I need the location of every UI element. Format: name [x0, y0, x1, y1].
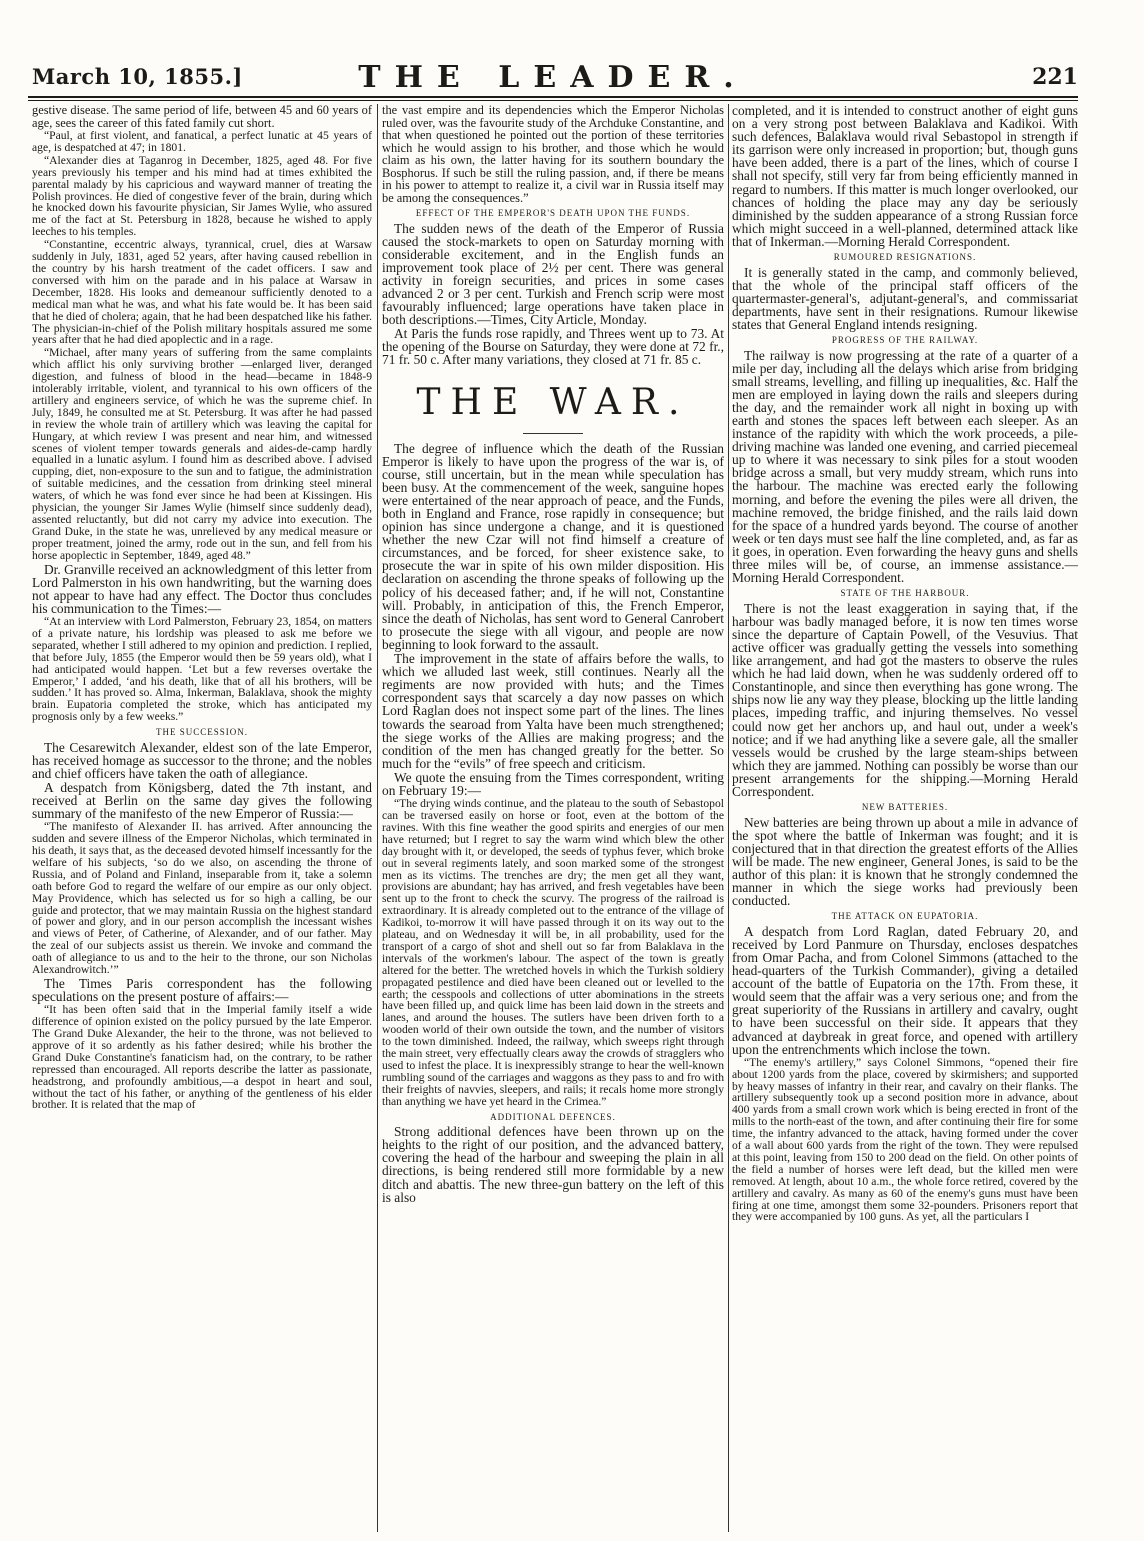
paragraph: At Paris the funds rose rapidly, and Threes went up to 73. At the opening of the Bourse on Saturday, they were done at 72 fr., 71 fr. 50 c. After many variations, they closed at 71 fr. 85 c. [382, 326, 724, 368]
column-divider [377, 104, 378, 1532]
masthead [28, 58, 1078, 94]
paragraph: Dr. Granville received an acknowledgment of this letter from Lord Palmerston in his own handwriting, but the warning does not appear to have had any effect. The Doctor thus concludes his communication to the Times:— [32, 561, 372, 616]
paragraph: “It has been often said that in the Imperial family itself a wide difference of opinion existed on the policy pursued by the late Emperor. The Grand Duke Alexander, the heir to the throne, was not believed to approve of it so ardently as his father desired; while his brother the Grand Duke Constantine's fanaticism had, on the contrary, to be rather repressed than encouraged. All reports describe the latter as passionate, headstrong, and profoundly ambitious,—a despot in heart and soul, without the tact of his father, or anything of the gentleness of his elder brother. It is related that the map of [32, 1003, 372, 1112]
paragraph: The improvement in the state of affairs before the walls, to which we alluded last week, still continues. Nearly all the regiments are now provided with huts; and the Times correspondent says that scarcely a day now passes on which Lord Raglan does not inspect some part of the lines. The lines towards the searoad from Yalta have been much strengthened; the siege works of the Allies are making progress; and the condition of the men has changed greatly for the better. So much for the “evils” of free speech and criticism. [382, 651, 724, 771]
title-rule [523, 433, 583, 434]
section-heading: RUMOURED RESIGNATIONS. [833, 252, 977, 263]
paragraph: “The drying winds continue, and the plateau to the south of Sebastopol can be traversed easily on horse or foot, even at the bottom of the ravines. With this fine weather the good spirits and energies of our men have returned; but I regret to say the warm wind which blew the other day brought with it, or developed, the seeds of typhus fever, which broke out in several regiments lately, and soon marked some of the strongest men as its victims. The trenches are dry; the men get all they want, provisions are abundant; hay has arrived, and fresh vegetables have been sent up to the front to check the scurvy. The progress of the railroad is extraordinary. It is already completed out to the entrance of the village of Kadikoi, to-morrow it will have passed through it on its way out to the plateau, and on Wednesday it will be, in all probability, used for the transport of a cargo of shot and shell out so far from Balaklava in the intervals of the workmen's labour. The aspect of the town is greatly altered for the better. The wretched hovels in which the Turkish soldiery propagated pestilence and died have been cleaned out or levelled to the earth; the cesspools and collections of utter abominations in the streets have been filled up, and quick lime has been laid down in the streets and lanes, and around the houses. The sutlers have been driven forth to a wooden world of their own outside the town, and the number of visitors to the town diminished. Indeed, the railway, which sweeps right through the main street, very effectually clears away the crowds of stragglers who used to infest the place. It is inexpressibly strange to hear the well-known rumbling sound of the carriages and waggons as they pass to and fro with their freights of navvies, sleepers, and rails; it recals home more strongly than anything we have yet heard in the Crimea.” [382, 797, 724, 1108]
paragraph: Strong additional defences have been thrown up on the heights to the right of our position, and the advanced battery, covering the head of the harbour and sweeping the plain in all directions, is being rendered still more formidable by a new ditch and abattis. The new three-gun battery on the left of this is also [382, 1124, 724, 1205]
paragraph: There is not the least exaggeration in saying that, if the harbour was badly managed before, it is now ten times worse since the departure of Captain Powell, of the Vesuvius. That active officer was gradually getting the vessels into something like arrangement, and had got the masters to observe the rules which he had laid down, when he was suddenly ordered off to Constantinople, and since then everything has gone wrong. The ships now lie any way they please, blocking up the little landing places, impeding traffic, and injuring themselves. No vessel could now get her anchors up, and haul out, under a week's notice; and if we had anything like a severe gale, all the smaller vessels would be crushed by the large steam-ships between which they are jammed. Nothing can possibly be worse than our present arrangements for the shipping.—Morning Herald Correspondent. [732, 600, 1078, 799]
paragraph: We quote the ensuing from the Times correspondent, writing on February 19:— [382, 769, 724, 798]
section-heading: EFFECT OF THE EMPEROR'S DEATH UPON THE FUNDS. [415, 208, 691, 218]
paragraph: The Times Paris correspondent has the following speculations on the present posture of affairs:— [32, 976, 372, 1005]
header-rule-thin [28, 100, 1078, 101]
section-heading: NEW BATTERIES. [861, 802, 949, 813]
paragraph: “Constantine, eccentric always, tyrannical, cruel, dies at Warsaw suddenly in July, 1831, aged 52 years, after having caused rebellion in the country by his harsh treatment of the cadet officers. I saw and conversed with him on the parade and in his palace at Warsaw in December, 1828. His looks and demeanour sufficiently denoted to a medical man what he was, and what his fate would be. It has been said that he died of cholera; again, that he had been despatched like his father. The physician-in-chief of the Polish military hospitals assured me some years after that he had died apoplectic and in a rage. [32, 238, 372, 347]
war-section-title: THE WAR. [416, 381, 690, 423]
paragraph: “The manifesto of Alexander II. has arrived. After announcing the sudden and severe illness of the Emperor Nicholas, which terminated in his death, it says that, as the deceased devoted himself incessantly for the welfare of his subjects, ‘so do we also, on ascending the throne of Russia, and of Poland and Finland, inseparable from it, take a solemn oath before God to regard the welfare of our empire as our only object. May Providence, which has selected us for so high a calling, be our guide and protector, that we may maintain Russia on the highest standard of power and glory, and in our person accomplish the incessant wishes and views of Peter, of Catherine, of Alexander, and of our father. May the zeal of our subjects assist us therein. We invoke and command the oath of allegiance to us and to the heir to the throne, our son Nicholas Alexandrowitch.’” [32, 820, 372, 977]
paragraph: The Cesarewitch Alexander, eldest son of the late Emperor, has received homage as successor to the throne; and the nobles and chief officers have taken the oath of allegiance. [32, 739, 372, 781]
paragraph: A despatch from Königsberg, dated the 7th instant, and received at Berlin on the same day gives the following summary of the manifesto of the new Emperor of Russia:— [32, 779, 372, 822]
paragraph: The sudden news of the death of the Emperor of Russia caused the stock-markets to open on Saturday morning with considerable excitement, and in the English funds an improvement took place of 2½ per cent. There was general activity in foreign securities, and prices in some cases advanced 2 or 3 per cent. Turkish and French scrip were most favourably influenced; large operations have taken place in both descriptions.—Times, City Article, Monday. [382, 220, 724, 328]
paragraph: the vast empire and its dependencies which the Emperor Nicholas ruled over, was the favourite study of the Archduke Constantine, and that when questioned he pointed out the portion of these territories which he would assign to his brother, and those which he would claim as his own, the latter having for its southern boundary the Bosphorus. If such be still the ruling passion, and, if there be means in his power to attempt to realize it, a civil war in Russia itself may be among the consequences.” [382, 104, 724, 205]
paragraph: New batteries are being thrown up about a mile in advance of the spot where the battle of Inkerman was fought; and it is conjectured that in that direction the greatest efforts of the Allies will be made. The new engineer, General Jones, is said to be the author of this plan: it is known that he strongly condemned the manner in which the siege works had previously been conducted. [732, 814, 1078, 909]
paragraph: A despatch from Lord Raglan, dated February 20, and received by Lord Panmure on Thursday, encloses despatches from Omar Pacha, and from Colonel Simmons (attached to the head-quarters of the Turkish Commander), giving a detailed account of the battle of Eupatoria on the 17th. From these, it would seem that the affair was a very serious one; and from the great superiority of the Russians in artillery and cavalry, ought to have been successful on their side. It appears that they advanced at daybreak in great force, and opened with artillery upon the entrenchments which inclose the town. [732, 923, 1078, 1057]
paragraph: “At an interview with Lord Palmerston, February 23, 1854, on matters of a private nature, his lordship was pleased to ask me before we separated, whether I still adhered to my opinion and prediction. I replied, that before July, 1855 (the Emperor would then be 59 years old), what I had anticipated would happen. ‘Let but a few reverses overtake the Emperor,’ I added, ‘and his death, like that of all his brothers, will be sudden.’ It has proved so. Alma, Inkerman, Balaklava, shook the mighty brain. Eupatoria completed the stroke, which has anticipated my prognosis only by a few weeks.” [32, 615, 372, 724]
paragraph: “Alexander dies at Taganrog in December, 1825, aged 48. For five years previously his temper and his mind had at times exhibited the parental malady by his capricious and wayward manner of treating the Polish provinces. He died of congestive fever of the brain, during which he knocked down his favourite physician, Sir James Wylie, who assured me of the fact at St. Petersburg in 1828, because he wished to apply leeches to his temples. [32, 153, 372, 239]
section-heading: STATE OF THE HARBOUR. [840, 588, 970, 599]
column-2 [382, 104, 724, 1534]
paragraph: “Michael, after many years of suffering from the same complaints which afflict his only surviving brother —enlarged liver, deranged digestion, and fulness of blood in the head—became in 1848-9 intolerably irritable, violent, and tyrannical to his own officers of the artillery and engineers service, of which he was the supreme chief. In July, 1849, he consulted me at St. Petersburg. It was after he had passed in review the whole train of artillery which was leaving the capital for Hungary, at which review I was present and near him, and witnessed scenes of violent temper towards generals and aides-de-camp hardly equalled in a lunatic asylum. I found him as described above. I advised cupping, diet, non-exposure to the sun and to fatigue, the administration of suitable medicines, and the cessation from drinking steel mineral waters, of which he was fond ever since he had been at Kissingen. His physician, the younger Sir James Wylie (himself since suddenly dead), assented reluctantly, but did not carry my advice into execution. The Grand Duke, in the state he was, unrelieved by any medical measure or proper treatment, joined the army, rode out in the sun, and fell from his horse apoplectic in September, 1849, aged 48.” [32, 346, 372, 562]
newspaper-title: THE LEADER. [358, 60, 748, 95]
issue-date: March 10, 1855.] [32, 64, 243, 89]
header-rule [28, 96, 1078, 98]
column-1 [32, 104, 372, 1534]
paragraph: It is generally stated in the camp, and commonly believed, that the whole of the principal staff officers of the quartermaster-general's, adjutant-general's, and commissariat departments, have sent in their resignations. Rumour likewise states that General England intends resigning. [732, 264, 1078, 332]
section-heading: ADDITIONAL DEFENCES. [490, 1111, 616, 1122]
paragraph: “Paul, at first violent, and fanatical, a perfect lunatic at 45 years of age, is despatched at 47; in 1801. [32, 129, 372, 154]
paragraph: The degree of influence which the death of the Russian Emperor is likely to have upon the progress of the war is, of course, still uncertain, but in the mean while speculation has been busy. At the commencement of the week, sanguine hopes were entertained of the near approach of peace, and the Funds, both in England and France, rose rapidly in consequence; but opinion has since undergone a change, and it is questioned whether the new Czar will not find himself a creature of circumstances, and be forced, for sheer existence sake, to prosecute the war in spite of his own milder disposition. His declaration on ascending the throne speaks of following up the policy of his deceased father; and, if he will not, Constantine will. Probably, in anticipation of this, the French Emperor, since the death of Nicholas, has sent word to General Canrobert to prosecute the siege with all vigour, and people are now beginning to look forward to the assault. [382, 440, 724, 652]
section-heading: THE ATTACK ON EUPATORIA. [831, 911, 979, 922]
paragraph: The railway is now progressing at the rate of a quarter of a mile per day, including all the delays which arise from bridging small streams, levelling, and filling up inequalities, &c. Half the men are employed in laying down the rails and sleepers during the day, and the remainder work all night in boxing up with earth and stones the spaces left between each sleeper. As an instance of the rapidity with which the work proceeds, a pile-driving machine was landed one evening, and carried piecemeal up to where it was necessary to sink piles for a stout wooden bridge across a small, but very muddy stream, which runs into the harbour. The machine was erected early the following morning, and before the evening the piles were all driven, the machine removed, the bridge finished, and the rails laid down for the space of a hundred yards beyond. The course of another week or ten days must see half the line completed, and, as far as it goes, in operation. Even forwarding the heavy guns and shells three miles will be, of course, an immense assistance.—Morning Herald Correspondent. [732, 347, 1078, 586]
paragraph: gestive disease. The same period of life, between 45 and 60 years of age, sees the career of this fated family cut short. [32, 104, 372, 130]
section-heading: THE SUCCESSION. [155, 727, 248, 738]
column-divider [728, 104, 729, 1532]
paragraph: completed, and it is intended to construct another of eight guns on a very strong post between Balaklava and Kadikoi. With such defences, Balaklava would rival Sebastopol in strength if its garrison were only increased in proportion; but, though guns have been added, there is a part of the lines, which of course I shall not specify, still very far from being efficiently manned in regard to numbers. If this matter is much longer overlooked, our chances of holding the place may any day be seriously diminished by the sudden appearance of a strong Russian force which might succeed in a well-planned, determined attack like that of Inkerman.—Morning Herald Correspondent. [732, 104, 1078, 249]
paragraph: “The enemy's artillery,” says Colonel Simmons, “opened their fire about 1200 yards from the place, covered by skirmishers; and supported by heavy masses of infantry in their rear, and cavalry on their flanks. The artillery subsequently took up a second position more in advance, about 400 yards from a small crown work which is being erected in front of the mills to the north-east of the town, and after continuing their fire for some time, the infantry advanced to the attack, having formed under the cover of a wall about 600 yards from the right of the town. They were repulsed at this point, leaving from 150 to 200 dead on the field. On other points of the field a number of horses were left dead, but the killed men were removed. At length, about 10 a.m., the whole force retired, covered by the artillery and cavalry. As many as 60 of the enemy's guns must have been firing at one time, amongst them some 32-pounders. Prisoners report that they were accompanied by 100 guns. As yet, all the particulars I [732, 1055, 1078, 1224]
column-3 [732, 104, 1078, 1534]
page-number: 221 [1032, 64, 1078, 90]
section-heading: PROGRESS OF THE RAILWAY. [831, 335, 979, 345]
